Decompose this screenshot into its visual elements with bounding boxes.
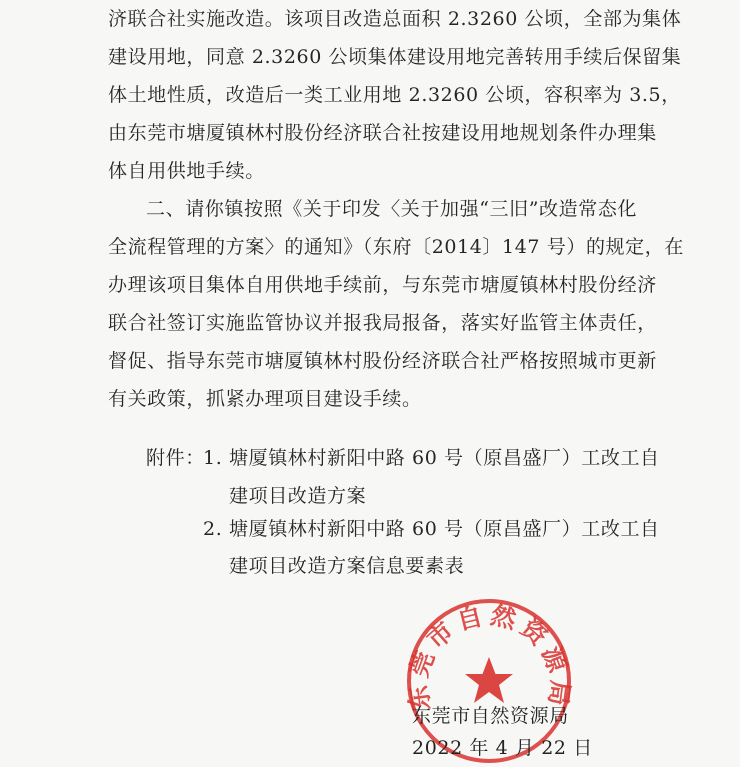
attachment-1-line-1: 塘厦镇林村新阳中路 60 号（原昌盛厂）工改工自 — [229, 447, 660, 469]
paragraph-2-line-3: 办理该项目集体自用供地手续前，与东莞市塘厦镇林村股份经济 — [108, 274, 657, 296]
attachment-2-number: 2. — [203, 518, 223, 540]
attachment-1-number: 1. — [203, 447, 223, 469]
attachment-2-line-1: 塘厦镇林村新阳中路 60 号（原昌盛厂）工改工自 — [229, 518, 660, 540]
paragraph-2-line-6: 有关政策，抓紧办理项目建设手续。 — [108, 388, 422, 410]
attachments-label: 附件： — [146, 447, 205, 469]
paragraph-1-line-3: 体土地性质，改造后一类工业用地 2.3260 公顷，容积率为 3.5， — [108, 84, 681, 106]
paragraph-1-line-4: 由东莞市塘厦镇林村股份经济联合社按建设用地规划条件办理集 — [108, 122, 657, 144]
paragraph-2-line-1: 二、请你镇按照《关于印发〈关于加强“三旧”改造常态化 — [146, 198, 638, 220]
paragraph-2-line-4: 联合社签订实施监管协议并报我局报备，落实好监管主体责任， — [108, 312, 657, 334]
attachment-1-line-2: 建项目改造方案 — [229, 485, 367, 507]
paragraph-1-line-1: 济联合社实施改造。该项目改造总面积 2.3260 公顷，全部为集体 — [108, 8, 682, 30]
star-icon — [465, 657, 513, 703]
issue-date: 2022 年 4 月 22 日 — [412, 737, 593, 759]
paragraph-2-line-2: 全流程管理的方案〉的通知》（东府〔2014〕147 号）的规定，在 — [108, 236, 684, 258]
seal-text: 东莞市自然资源局 — [403, 600, 575, 713]
paragraph-1-line-2: 建设用地，同意 2.3260 公顷集体建设用地完善转用手续后保留集 — [108, 46, 682, 68]
paragraph-2-line-5: 督促、指导东莞市塘厦镇林村股份经济联合社严格按照城市更新 — [108, 350, 657, 372]
paragraph-1-line-5: 体自用供地手续。 — [108, 160, 265, 182]
attachment-2-line-2: 建项目改造方案信息要素表 — [229, 555, 465, 577]
issuer-name: 东莞市自然资源局 — [412, 705, 569, 727]
